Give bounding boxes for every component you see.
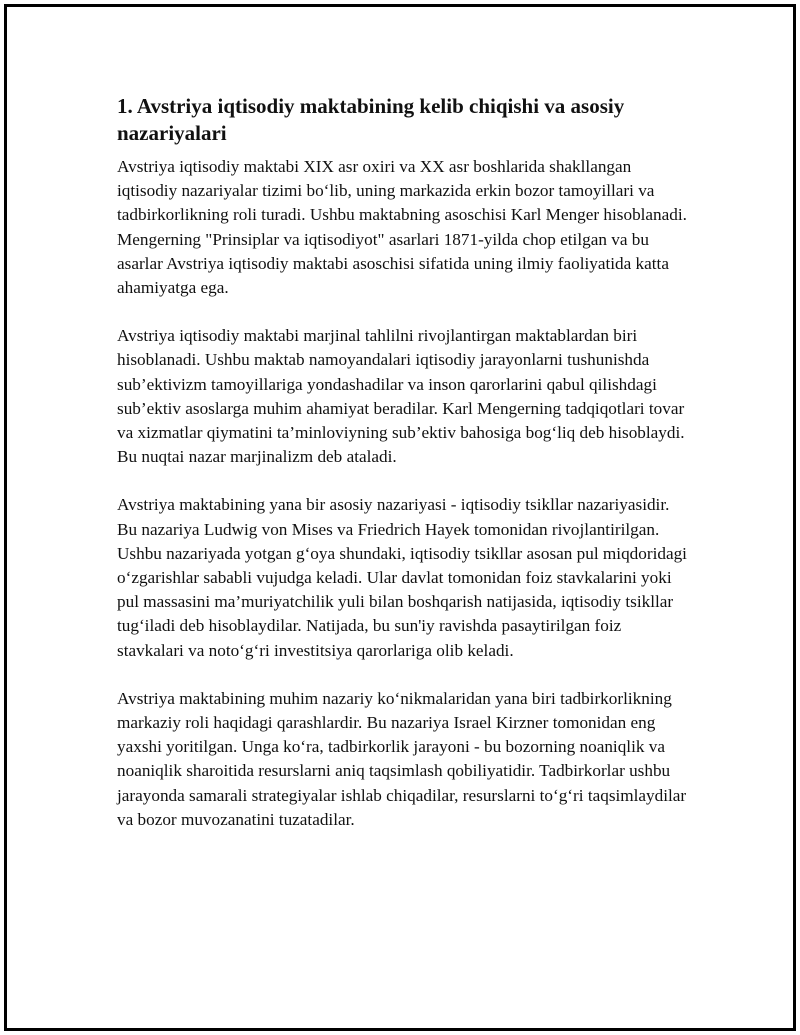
document-body <box>117 93 687 856</box>
paragraph-1: Avstriya iqtisodiy maktabi XIX asr oxiri va XX asr boshlarida shakllangan iqtisodiy nazariyalar tizimi bo‘lib, uning markazida erkin bozor tamoyillari va tadbirkorlikning roli turadi. Ushbu maktabning asoschisi Karl Menger hisoblanadi. Mengerning "Prinsiplar va iqtisodiyot" asarlari 1871-yilda chop etilgan va bu asarlar Avstriya iqtisodiy maktabi asoschisi sifatida uning ilmiy faoliyatida katta ahamiyatga ega. <box>117 157 687 298</box>
paragraph-2: Avstriya iqtisodiy maktabi marjinal tahlilni rivojlantirgan maktablardan biri hisoblanadi. Ushbu maktab namoyandalari iqtisodiy jarayonlarni tushunishda sub’ektivizm tamoyillariga yondashadilar va inson qarorlarini qabul qilishdagi sub’ektiv asoslarga muhim ahamiyat beradilar. Karl Mengerning tadqiqotlari tovar va xizmatlar qiymatini ta’minloviyning sub’ektiv bahosiga bog‘liq deb hisoblaydi. Bu nuqtai nazar marjinalizm deb ataladi. <box>117 326 685 467</box>
paragraph-4: Avstriya maktabining muhim nazariy ko‘nikmalaridan yana biri tadbirkorlikning markaziy roli haqidagi qarashlardir. Bu nazariya Israel Kirzner tomonidan eng yaxshi yoritilgan. Unga ko‘ra, tadbirkorlik jarayoni - bu bozorning noaniqlik va noaniqlik sharoitida resurslarni aniq taqsimlash qobiliyatidir. Tadbirkorlar ushbu jarayonda samarali strategiyalar ishlab chiqadilar, resurslarni to‘g‘ri taqsimlaydilar va bozor muvozanatini tuzatadilar. <box>117 688 687 829</box>
section-heading: 1. Avstriya iqtisodiy maktabining kelib chiqishi va asosiy nazariyalari <box>117 94 625 145</box>
paragraph-3: Avstriya maktabining yana bir asosiy nazariyasi - iqtisodiy tsikllar nazariyasidir. Bu nazariya Ludwig von Mises va Friedrich Hayek tomonidan rivojlantirilgan. Ushbu nazariyada yotgan g‘oya shundaki, iqtisodiy tsikllar asosan pul miqdoridagi o‘zgarishlar sababli vujudga keladi. Ular davlat tomonidan foiz stavkalarini yoki pul massasini ma’muriyatchilik yuli bilan boshqarish natijasida, iqtisodiy tsikllar tug‘iladi deb hisoblaydilar. Natijada, bu sun'iy ravishda pasaytirilgan foiz stavkalari va noto‘g‘ri investitsiya qarorlariga olib keladi. <box>117 495 687 660</box>
